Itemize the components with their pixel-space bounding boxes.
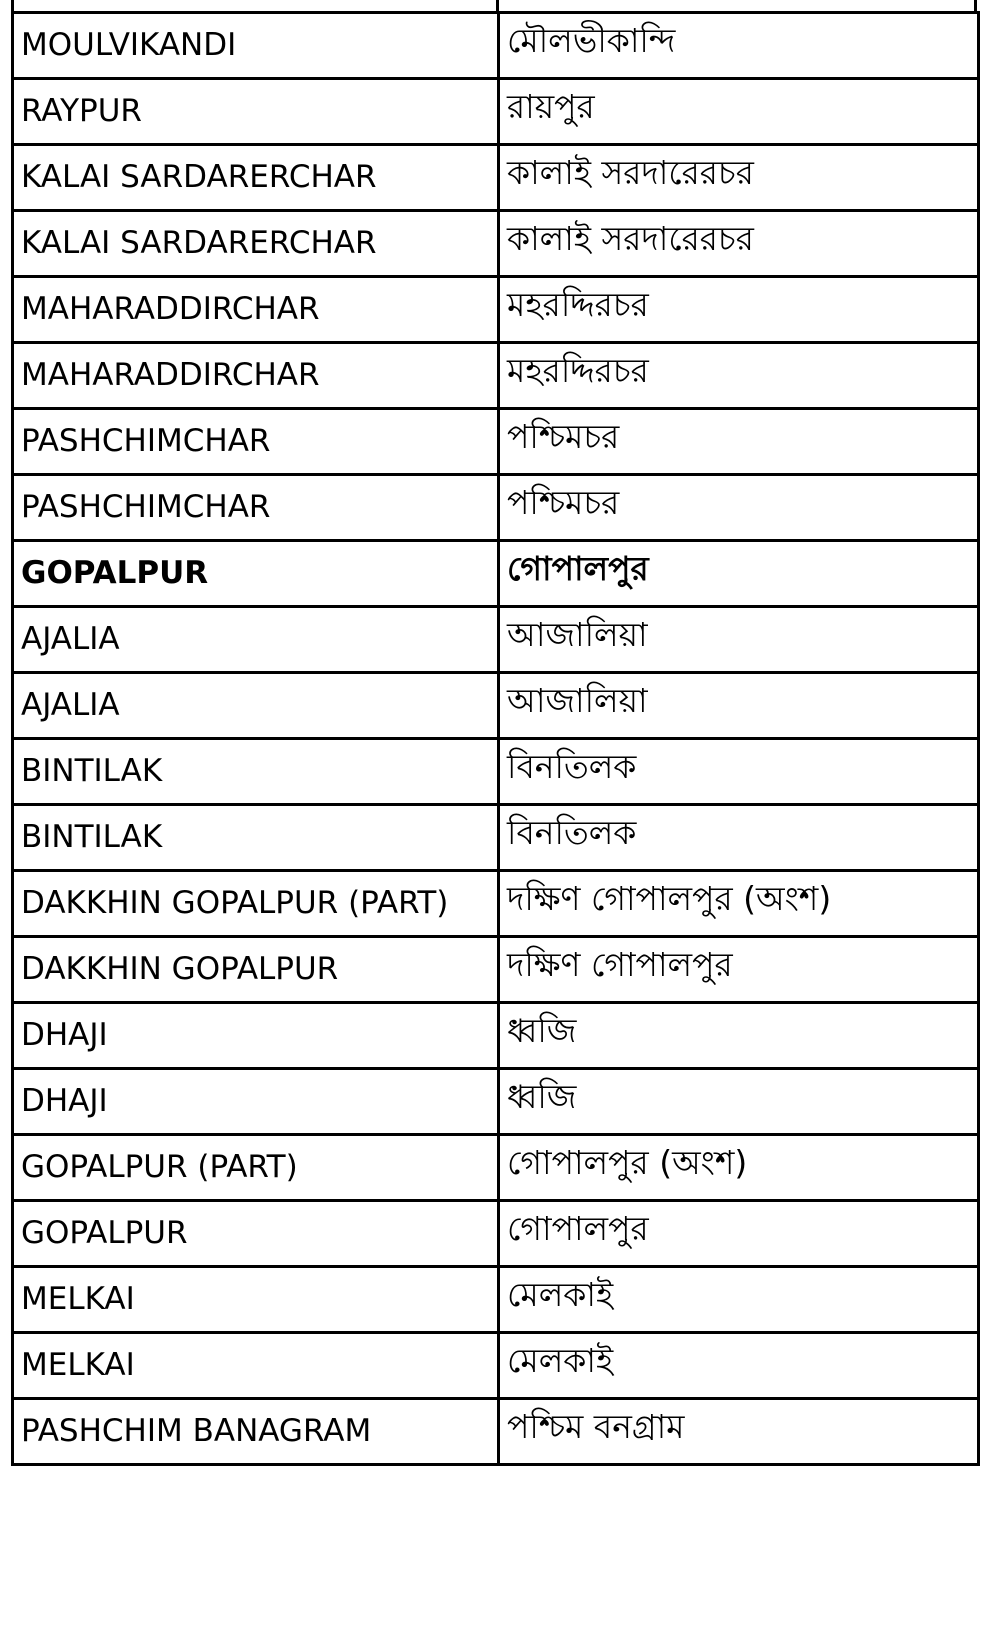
bengali-name-cell: মহরদ্দিরচর	[499, 343, 979, 409]
bengali-name-cell: পশ্চিম বনগ্রাম	[499, 1399, 979, 1465]
bengali-name-cell: দক্ষিণ গোপালপুর (অংশ)	[499, 871, 979, 937]
table-row	[13, 145, 979, 211]
bengali-name-cell: গোপালপুর	[499, 1201, 979, 1267]
bengali-name-cell: গোপালপুর	[499, 541, 979, 607]
english-name-cell: MAHARADDIRCHAR	[13, 343, 499, 409]
table-row	[13, 673, 979, 739]
bengali-name-cell: পশ্চিমচর	[499, 409, 979, 475]
english-name-cell: BINTILAK	[13, 805, 499, 871]
english-name-cell: MELKAI	[13, 1267, 499, 1333]
table-row	[13, 1201, 979, 1267]
bengali-name-cell: কালাই সরদারেরচর	[499, 211, 979, 277]
table-row	[13, 277, 979, 343]
english-name-cell: PASHCHIM BANAGRAM	[13, 1399, 499, 1465]
english-name-cell: RAYPUR	[13, 79, 499, 145]
bengali-name-cell: রায়পুর	[499, 79, 979, 145]
bengali-name-cell: আজালিয়া	[499, 673, 979, 739]
english-name-cell: AJALIA	[13, 673, 499, 739]
table-row	[13, 1333, 979, 1399]
english-name-cell: KALAI SARDARERCHAR	[13, 211, 499, 277]
bengali-name-cell: ধ্বজি	[499, 1069, 979, 1135]
bengali-name-cell: বিনতিলক	[499, 805, 979, 871]
english-name-cell: MELKAI	[13, 1333, 499, 1399]
table-row	[13, 409, 979, 475]
table-row	[13, 1399, 979, 1465]
table-row	[13, 475, 979, 541]
english-name-cell: MAHARADDIRCHAR	[13, 277, 499, 343]
table-row	[13, 79, 979, 145]
table-row	[13, 1267, 979, 1333]
table-row	[13, 13, 979, 79]
english-name-cell: DHAJI	[13, 1003, 499, 1069]
table-row	[13, 805, 979, 871]
english-name-cell: PASHCHIMCHAR	[13, 475, 499, 541]
english-name-cell: GOPALPUR (PART)	[13, 1135, 499, 1201]
bengali-name-cell: কালাই সরদারেরচর	[499, 145, 979, 211]
bengali-name-cell: মেলকাই	[499, 1333, 979, 1399]
table-row-heading	[13, 541, 979, 607]
place-name-table-body	[13, 13, 979, 1465]
bengali-name-cell: ধ্বজি	[499, 1003, 979, 1069]
bengali-name-cell: মেলকাই	[499, 1267, 979, 1333]
table-row	[13, 937, 979, 1003]
english-name-cell: PASHCHIMCHAR	[13, 409, 499, 475]
english-name-cell: KALAI SARDARERCHAR	[13, 145, 499, 211]
table-row	[13, 211, 979, 277]
bengali-name-cell: দক্ষিণ গোপালপুর	[499, 937, 979, 1003]
english-name-cell: DAKKHIN GOPALPUR	[13, 937, 499, 1003]
bengali-name-cell: আজালিয়া	[499, 607, 979, 673]
english-name-cell: GOPALPUR	[13, 541, 499, 607]
table-row	[13, 343, 979, 409]
english-name-cell: AJALIA	[13, 607, 499, 673]
english-name-cell: BINTILAK	[13, 739, 499, 805]
table-row	[13, 871, 979, 937]
bengali-name-cell: মৌলভীকান্দি	[499, 13, 979, 79]
bengali-name-cell: গোপালপুর (অংশ)	[499, 1135, 979, 1201]
bengali-name-cell: বিনতিলক	[499, 739, 979, 805]
table-row	[13, 739, 979, 805]
english-name-cell: DAKKHIN GOPALPUR (PART)	[13, 871, 499, 937]
bengali-name-cell: মহরদ্দিরচর	[499, 277, 979, 343]
english-name-cell: MOULVIKANDI	[13, 13, 499, 79]
table-row	[13, 607, 979, 673]
place-name-table	[11, 11, 980, 1466]
table-row	[13, 1135, 979, 1201]
english-name-cell: GOPALPUR	[13, 1201, 499, 1267]
bengali-name-cell: পশ্চিমচর	[499, 475, 979, 541]
table-row	[13, 1069, 979, 1135]
table-row	[13, 1003, 979, 1069]
english-name-cell: DHAJI	[13, 1069, 499, 1135]
